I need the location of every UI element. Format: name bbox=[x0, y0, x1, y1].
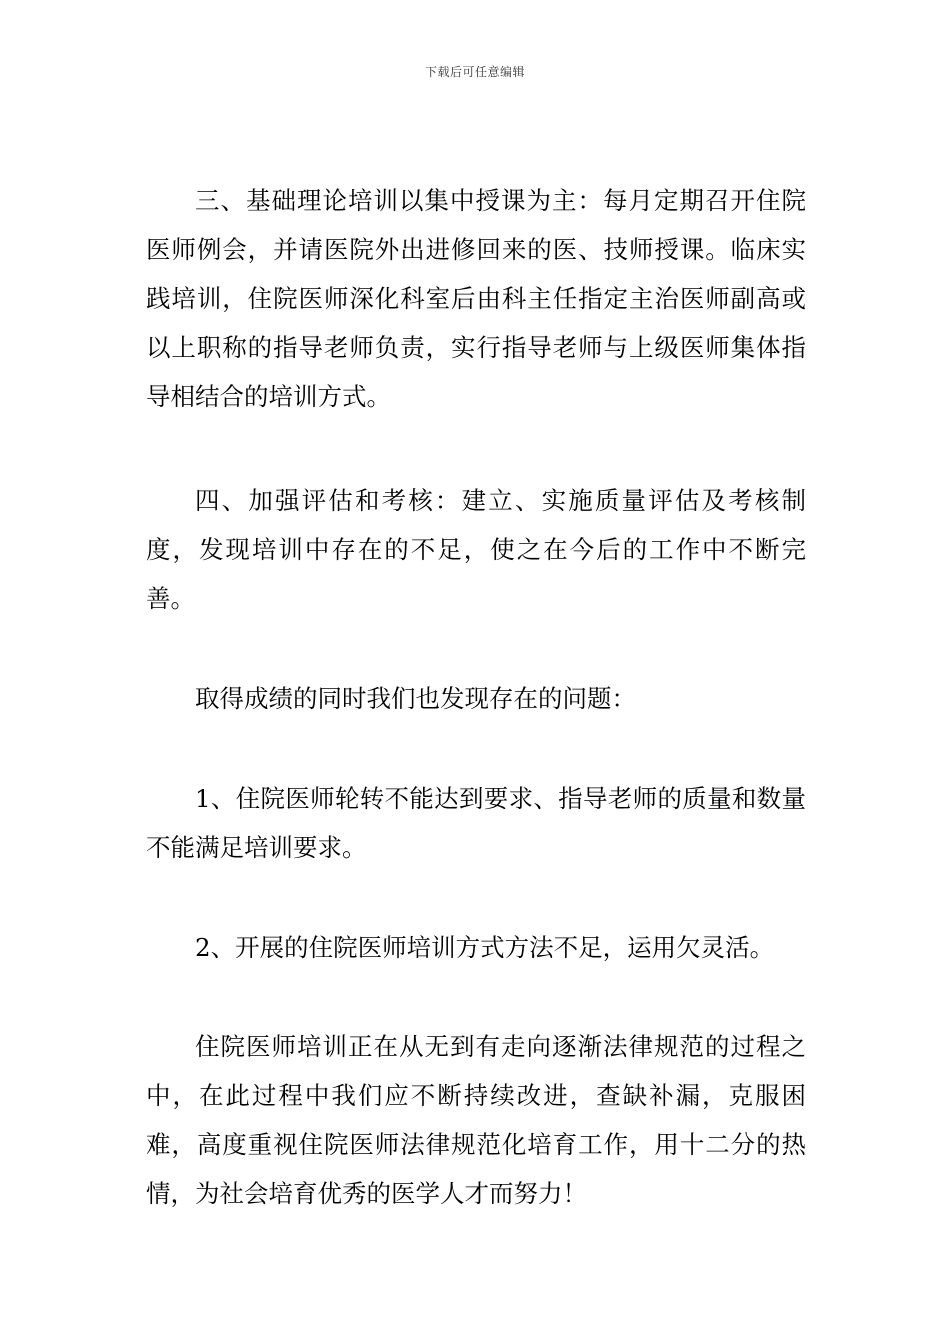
paragraph-problem-2: 2、开展的住院医师培训方式方法不足，运用欠灵活。 bbox=[195, 933, 775, 962]
paragraph-conclusion: 住院医师培训正在从无到有走向逐渐法律规范的过程之中，在此过程中我们应不断持续改进，查缺补漏，克服困难，高度重视住院医师法律规范化培育工作，用十二分的热情，为社会培育优秀的医学人才而努力！ bbox=[146, 1032, 806, 1208]
paragraph-evaluation-assessment: 四、加强评估和考核：建立、实施质量评估及考核制度，发现培训中存在的不足，使之在今后的工作中不断完善。 bbox=[146, 486, 806, 613]
paragraph-problems-intro: 取得成绩的同时我们也发现存在的问题： bbox=[195, 684, 636, 713]
paragraph-basic-theory-training: 三、基础理论培训以集中授课为主：每月定期召开住院医师例会，并请医院外出进修回来的医、技师授课。临床实践培训，住院医师深化科室后由科主任指定主治医师副高或以上职称的指导老师负责，实行指导老师与上级医师集体指导相结合的培训方式。 bbox=[146, 186, 806, 411]
paragraph-problem-1: 1、住院医师轮转不能达到要求、指导老师的质量和数量不能满足培训要求。 bbox=[146, 784, 806, 862]
page-header-note: 下载后可任意编辑 bbox=[424, 65, 525, 79]
